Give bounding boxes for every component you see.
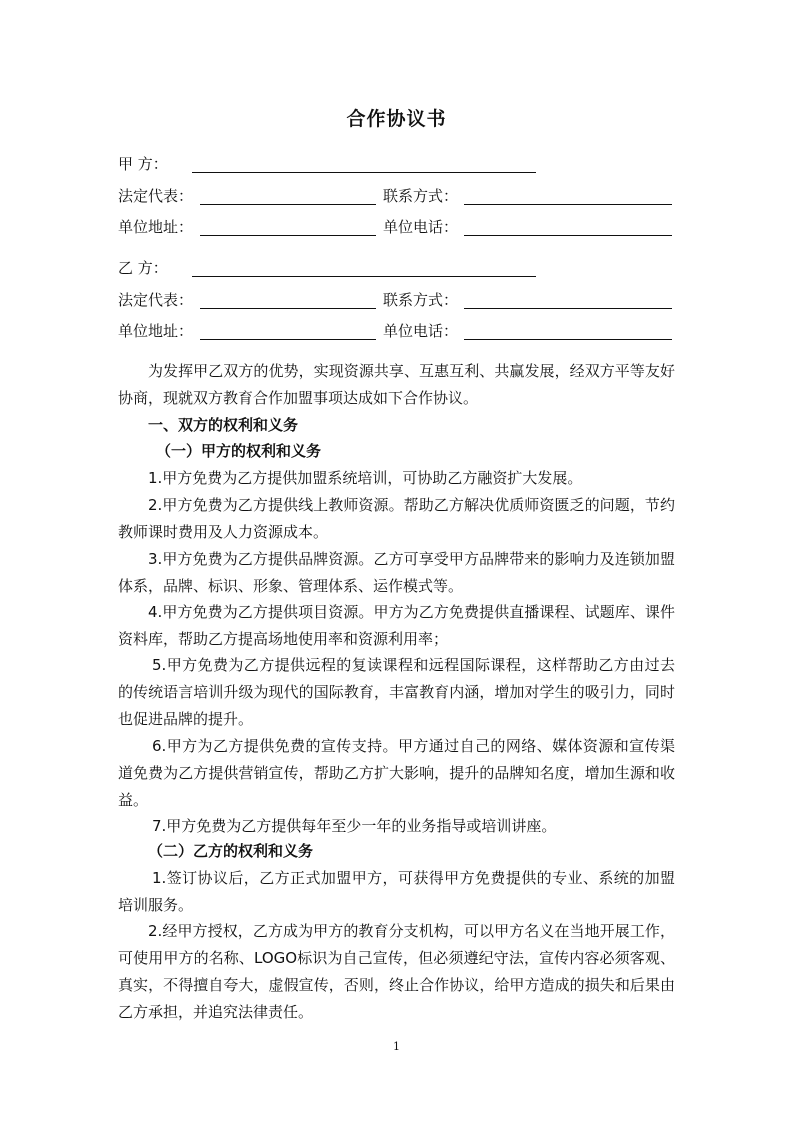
party-b-address-label: 单位地址： bbox=[118, 322, 194, 340]
party-a-item: 1.甲方免费为乙方提供加盟系统培训，可协助乙方融资扩大发展。 bbox=[148, 469, 583, 487]
party-b-item: 1.签订协议后，乙方正式加盟甲方，可获得甲方免费提供的专业、系统的加盟培训服务。 bbox=[118, 869, 675, 914]
subsection-a-heading: （一）甲方的权利和义务 bbox=[156, 442, 322, 460]
party-a-item: 2.甲方免费为乙方提供线上教师资源。帮助乙方解决优质师资匮乏的问题，节约教师课时费用及人力资源成本。 bbox=[118, 496, 675, 541]
party-a-address-label: 单位地址： bbox=[118, 218, 194, 236]
party-a-rep-field[interactable] bbox=[200, 204, 376, 205]
subsection-b-heading: （二）乙方的权利和义务 bbox=[148, 842, 314, 860]
party-a-rep-label: 法定代表： bbox=[118, 187, 194, 205]
party-b-contact-label: 联系方式： bbox=[383, 291, 459, 309]
intro-paragraph: 为发挥甲乙双方的优势，实现资源共享、互惠互利、共赢发展，经双方平等友好协商，现就双方教育合作加盟事项达成如下合作协议。 bbox=[118, 362, 675, 407]
party-b-rep-field[interactable] bbox=[200, 308, 376, 309]
party-a-phone-label: 单位电话： bbox=[383, 218, 459, 236]
party-a-rep-row bbox=[118, 184, 678, 208]
party-b-item: 2.经甲方授权，乙方成为甲方的教育分支机构，可以甲方名义在当地开展工作，可使用甲方的名称、LOGO标识为自己宣传，但必须遵纪守法，宣传内容必须客观、真实，不得擅自夸大，虚假宣传，否则，终止合作协议，给甲方造成的损失和后果由乙方承担，并追究法律责任。 bbox=[118, 922, 675, 1021]
party-a-phone-field[interactable] bbox=[464, 235, 672, 236]
party-a-address-field[interactable] bbox=[200, 235, 376, 236]
party-b-phone-label: 单位电话： bbox=[383, 322, 459, 340]
party-b-name-field[interactable] bbox=[192, 276, 536, 277]
party-a-item: 6.甲方为乙方提供免费的宣传支持。甲方通过自己的网络、媒体资源和宣传渠道免费为乙方提供营销宣传，帮助乙方扩大影响，提升的品牌知名度，增加生源和收益。 bbox=[118, 737, 675, 809]
party-a-name-label: 甲 方： bbox=[118, 155, 168, 173]
party-b-phone-field[interactable] bbox=[464, 339, 672, 340]
party-a-name-field[interactable] bbox=[192, 172, 536, 173]
party-a-item: 3.甲方免费为乙方提供品牌资源。乙方可享受甲方品牌带来的影响力及连锁加盟体系，品牌、标识、形象、管理体系、运作模式等。 bbox=[118, 550, 675, 595]
party-a-contact-label: 联系方式： bbox=[383, 187, 459, 205]
party-a-item: 7.甲方免费为乙方提供每年至少一年的业务指导或培训讲座。 bbox=[152, 817, 557, 835]
party-b-address-field[interactable] bbox=[200, 339, 376, 340]
party-b-rep-label: 法定代表： bbox=[118, 291, 194, 309]
page-number: 1 bbox=[393, 1040, 400, 1053]
party-a-address-row bbox=[118, 215, 678, 239]
party-a-name-row bbox=[118, 152, 678, 176]
section-heading: 一、双方的权利和义务 bbox=[148, 416, 299, 434]
party-b-name-label: 乙 方： bbox=[118, 259, 168, 277]
party-a-item: 4.甲方免费为乙方提供项目资源。甲方为乙方免费提供直播课程、试题库、课件资料库，帮助乙方提高场地使用率和资源利用率； bbox=[118, 603, 675, 648]
party-a-item: 5.甲方免费为乙方提供远程的复读课程和远程国际课程，这样帮助乙方由过去的传统语言培训升级为现代的国际教育，丰富教育内涵，增加对学生的吸引力，同时也促进品牌的提升。 bbox=[118, 656, 675, 728]
party-b-address-row bbox=[118, 319, 678, 343]
party-a-contact-field[interactable] bbox=[464, 204, 672, 205]
document-title: 合作协议书 bbox=[346, 108, 447, 130]
party-b-name-row bbox=[118, 256, 678, 280]
party-b-contact-field[interactable] bbox=[464, 308, 672, 309]
party-b-rep-row bbox=[118, 288, 678, 312]
